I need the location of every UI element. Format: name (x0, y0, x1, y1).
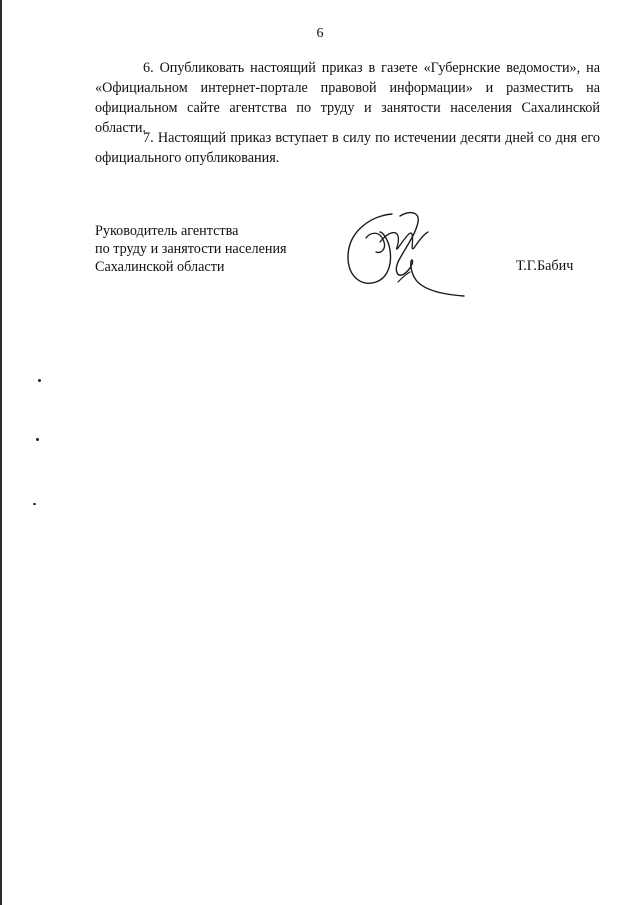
signatory-title-line-2: по труду и занятости населения (95, 241, 287, 257)
handwritten-signature (340, 202, 465, 302)
scan-speck (38, 379, 41, 382)
signatory-title-line-3: Сахалинской области (95, 259, 225, 275)
page-number: 6 (316, 26, 324, 41)
paragraph-6: 6. Опубликовать настоящий приказ в газете «Губернские ведомости», на «Официальном интернет-портале правовой информации» и разместить на официальном сайте агентства по труду и занятости населения Сахалинской области. (95, 60, 600, 136)
signer-name: Т.Г.Бабич (516, 258, 574, 274)
signatory-block (95, 222, 287, 276)
paragraph-7: 7. Настоящий приказ вступает в силу по истечении десяти дней со дня его официального опубликования. (95, 130, 600, 166)
scan-speck (36, 438, 39, 441)
scan-speck (33, 503, 36, 505)
signatory-title-line-1: Руководитель агентства (95, 223, 239, 239)
scan-edge (0, 0, 2, 905)
